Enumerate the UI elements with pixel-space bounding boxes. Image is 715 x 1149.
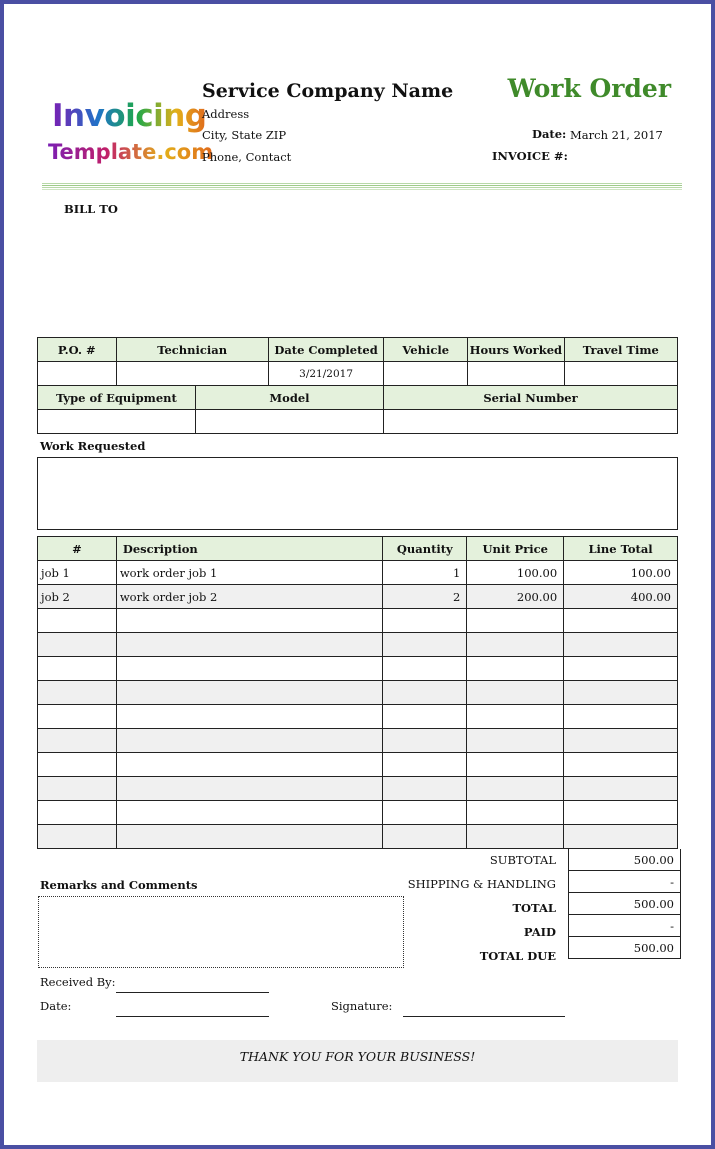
- total-due-label: TOTAL DUE: [479, 949, 556, 963]
- company-name[interactable]: Service Company Name: [202, 80, 454, 102]
- header-divider: [42, 185, 682, 186]
- header-divider: [42, 187, 682, 188]
- empty-item-cell[interactable]: [38, 705, 117, 729]
- item-description[interactable]: work order job 2: [116, 585, 383, 609]
- empty-item-cell[interactable]: [467, 657, 564, 681]
- signature-line[interactable]: [403, 1016, 565, 1017]
- item-quantity[interactable]: 1: [383, 561, 467, 585]
- item-line-total: 100.00: [564, 561, 678, 585]
- empty-item-cell[interactable]: [564, 657, 678, 681]
- empty-item-cell[interactable]: [38, 801, 117, 825]
- model-value[interactable]: [196, 410, 384, 434]
- empty-item-cell[interactable]: [38, 729, 117, 753]
- document-title: Work Order: [507, 74, 671, 103]
- item-unit-price[interactable]: 200.00: [467, 585, 564, 609]
- empty-item-cell[interactable]: [116, 681, 383, 705]
- date-label: Date:: [532, 127, 567, 141]
- empty-item-cell[interactable]: [564, 801, 678, 825]
- empty-item-cell[interactable]: [383, 681, 467, 705]
- item-quantity[interactable]: 2: [383, 585, 467, 609]
- shipping-value[interactable]: -: [568, 871, 681, 893]
- empty-item-cell[interactable]: [564, 609, 678, 633]
- item-number[interactable]: job 1: [38, 561, 117, 585]
- logo-template-com: Template.com: [48, 140, 214, 164]
- po-value[interactable]: [38, 362, 117, 386]
- empty-item-cell[interactable]: [383, 729, 467, 753]
- subtotal-label: SUBTOTAL: [489, 853, 556, 867]
- bill-to-label: BILL TO: [64, 202, 118, 216]
- technician-header: Technician: [116, 338, 268, 362]
- empty-item-cell[interactable]: [467, 801, 564, 825]
- subtotal-value: 500.00: [568, 849, 681, 871]
- empty-item-cell[interactable]: [38, 681, 117, 705]
- header-divider: [42, 183, 682, 184]
- serial-number-value[interactable]: [384, 410, 678, 434]
- empty-item-cell[interactable]: [467, 681, 564, 705]
- hours-worked-header: Hours Worked: [468, 338, 565, 362]
- item-number[interactable]: job 2: [38, 585, 117, 609]
- travel-time-header: Travel Time: [564, 338, 677, 362]
- empty-item-cell[interactable]: [564, 729, 678, 753]
- empty-item-cell[interactable]: [116, 609, 383, 633]
- item-line-total: 400.00: [564, 585, 678, 609]
- empty-item-cell[interactable]: [116, 657, 383, 681]
- date-value[interactable]: March 21, 2017: [570, 128, 663, 142]
- work-requested-box[interactable]: [37, 457, 678, 530]
- total-due-value: 500.00: [568, 937, 681, 959]
- equipment-type-header: Type of Equipment: [38, 386, 196, 410]
- empty-item-cell[interactable]: [383, 753, 467, 777]
- company-contact[interactable]: Phone, Contact: [202, 150, 292, 164]
- empty-item-cell[interactable]: [383, 705, 467, 729]
- company-address[interactable]: Address: [202, 107, 250, 121]
- shipping-label: SHIPPING & HANDLING: [407, 877, 556, 891]
- item-unit-price[interactable]: 100.00: [467, 561, 564, 585]
- empty-item-cell[interactable]: [116, 753, 383, 777]
- invoice-number-label: INVOICE #:: [492, 149, 568, 163]
- equipment-table: [37, 385, 678, 434]
- empty-item-cell[interactable]: [383, 801, 467, 825]
- empty-item-cell[interactable]: [38, 657, 117, 681]
- item-description[interactable]: work order job 1: [116, 561, 383, 585]
- vehicle-value[interactable]: [384, 362, 468, 386]
- received-by-line[interactable]: [116, 992, 269, 993]
- empty-item-cell[interactable]: [467, 777, 564, 801]
- travel-time-value[interactable]: [564, 362, 677, 386]
- empty-item-cell[interactable]: [467, 609, 564, 633]
- line-total-header: Line Total: [564, 537, 678, 561]
- remarks-label: Remarks and Comments: [40, 878, 198, 892]
- received-by-label: Received By:: [40, 975, 116, 989]
- empty-item-cell[interactable]: [116, 729, 383, 753]
- technician-value[interactable]: [116, 362, 268, 386]
- empty-item-cell[interactable]: [38, 609, 117, 633]
- empty-item-cell[interactable]: [116, 825, 383, 849]
- empty-item-cell[interactable]: [467, 633, 564, 657]
- empty-item-cell[interactable]: [116, 777, 383, 801]
- total-value: 500.00: [568, 893, 681, 915]
- paid-value[interactable]: -: [568, 915, 681, 937]
- empty-item-cell[interactable]: [383, 657, 467, 681]
- job-info-table: [37, 337, 678, 386]
- invoice-page: [4, 4, 711, 1145]
- total-label: TOTAL: [512, 901, 556, 915]
- remarks-box[interactable]: [38, 896, 404, 968]
- empty-item-cell[interactable]: [564, 825, 678, 849]
- empty-item-cell[interactable]: [38, 753, 117, 777]
- signoff-date-label: Date:: [40, 999, 72, 1013]
- thank-you-footer: THANK YOU FOR YOUR BUSINESS!: [37, 1040, 678, 1082]
- empty-item-cell[interactable]: [38, 777, 117, 801]
- empty-item-cell[interactable]: [467, 753, 564, 777]
- empty-item-cell[interactable]: [383, 609, 467, 633]
- empty-item-cell[interactable]: [564, 777, 678, 801]
- empty-item-cell[interactable]: [467, 825, 564, 849]
- company-city[interactable]: City, State ZIP: [202, 128, 287, 142]
- empty-item-cell[interactable]: [116, 633, 383, 657]
- equipment-type-value[interactable]: [38, 410, 196, 434]
- empty-item-cell[interactable]: [383, 633, 467, 657]
- work-requested-label: Work Requested: [40, 439, 146, 453]
- item-number-header: #: [38, 537, 117, 561]
- empty-item-cell[interactable]: [116, 801, 383, 825]
- empty-item-cell[interactable]: [38, 633, 117, 657]
- po-header: P.O. #: [38, 338, 117, 362]
- signoff-date-line[interactable]: [116, 1016, 269, 1017]
- line-items-table: [37, 536, 678, 849]
- model-header: Model: [196, 386, 384, 410]
- empty-item-cell[interactable]: [564, 681, 678, 705]
- empty-item-cell[interactable]: [116, 705, 383, 729]
- empty-item-cell[interactable]: [383, 825, 467, 849]
- unit-price-header: Unit Price: [467, 537, 564, 561]
- logo-invoicing: Invoicing: [52, 98, 207, 134]
- date-completed-header: Date Completed: [268, 338, 384, 362]
- totals-column: [568, 849, 681, 959]
- empty-item-cell[interactable]: [564, 753, 678, 777]
- empty-item-cell[interactable]: [383, 777, 467, 801]
- vehicle-header: Vehicle: [384, 338, 468, 362]
- empty-item-cell[interactable]: [467, 705, 564, 729]
- signature-label: Signature:: [331, 999, 393, 1013]
- paid-label: PAID: [523, 925, 556, 939]
- empty-item-cell[interactable]: [467, 729, 564, 753]
- date-completed-value[interactable]: 3/21/2017: [268, 362, 384, 386]
- empty-item-cell[interactable]: [38, 825, 117, 849]
- quantity-header: Quantity: [383, 537, 467, 561]
- empty-item-cell[interactable]: [564, 633, 678, 657]
- description-header: Description: [116, 537, 383, 561]
- hours-worked-value[interactable]: [468, 362, 565, 386]
- empty-item-cell[interactable]: [564, 705, 678, 729]
- header-divider: [42, 189, 682, 190]
- serial-number-header: Serial Number: [384, 386, 678, 410]
